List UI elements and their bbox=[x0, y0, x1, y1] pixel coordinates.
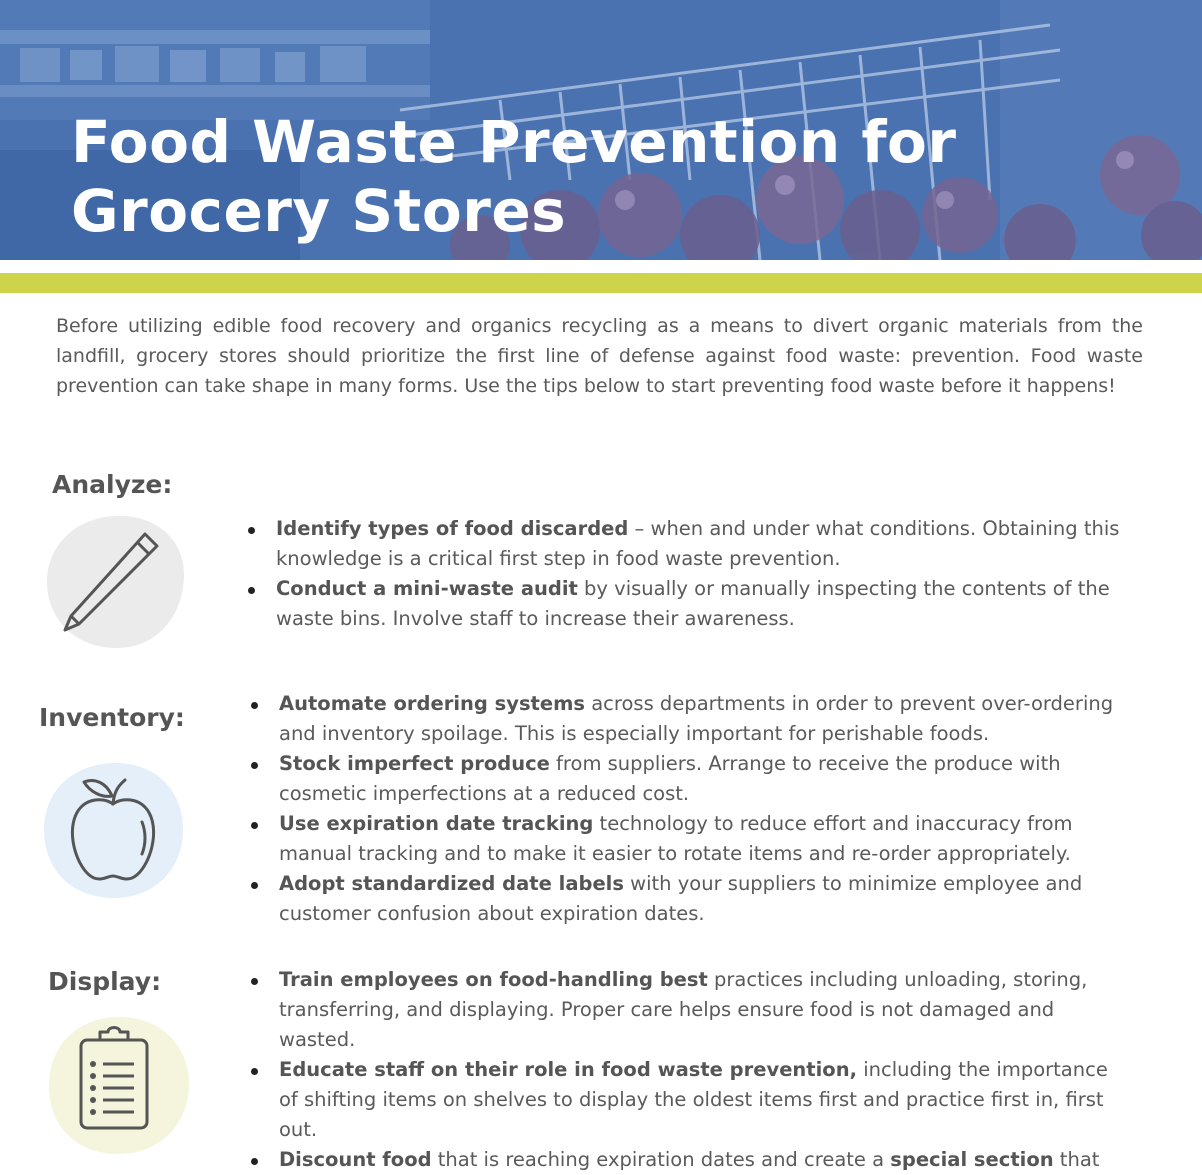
tip-text: practices including unloading, storing, transferring, and displaying. Proper care helps ensure food is not damaged and wasted. bbox=[279, 968, 1088, 1051]
tip-bold: Educate staff on their role in food waste prevention, bbox=[279, 1058, 857, 1081]
list-item bbox=[248, 965, 1128, 1055]
intro-paragraph: Before utilizing edible food recovery and organics recycling as a means to divert organic materials from the landfill, grocery stores should prioritize the first line of defense against food waste: prevention. Food waste prevention can take shape in many forms. Use the tips below to start preventing food waste before it happens! bbox=[56, 315, 1143, 397]
tip-text: including the importance of shifting items on shelves to display the oldest items first and practice first in, first out. bbox=[279, 1058, 1108, 1141]
apple-icon bbox=[42, 760, 186, 900]
title-line-1: Food Waste Prevention for bbox=[71, 108, 957, 176]
list-item bbox=[245, 514, 1145, 574]
hero-banner bbox=[0, 0, 1202, 260]
tip-text: – when and under what conditions. Obtaining this knowledge is a critical first step in food waste prevention. bbox=[276, 517, 1120, 570]
tip-bold: Discount food bbox=[279, 1148, 432, 1171]
list-item bbox=[248, 689, 1128, 749]
list-item bbox=[245, 574, 1145, 634]
page-title bbox=[71, 108, 957, 246]
tip-bold: Conduct a mini-waste audit bbox=[276, 577, 578, 600]
tip-text: across departments in order to prevent over-ordering and inventory spoilage. This is especially important for perishable foods. bbox=[279, 692, 1114, 745]
section-heading-analyze: Analyze: bbox=[52, 470, 173, 499]
title-line-2: Grocery Stores bbox=[71, 177, 567, 245]
section-heading-display: Display: bbox=[48, 967, 162, 996]
list-item bbox=[248, 809, 1128, 869]
tip-text-2: that bbox=[1053, 1148, 1100, 1171]
tip-text: technology to reduce effort and inaccuracy from manual tracking and to make it easier to rotate items and re-order appropriately. bbox=[279, 812, 1073, 865]
tip-bold: Adopt standardized date labels bbox=[279, 872, 624, 895]
list-item bbox=[248, 1145, 1128, 1175]
clipboard-icon bbox=[46, 1014, 191, 1156]
accent-bar bbox=[0, 273, 1202, 293]
tip-text: by visually or manually inspecting the contents of the waste bins. Involve staff to increase their awareness. bbox=[276, 577, 1110, 630]
tip-bold: Use expiration date tracking bbox=[279, 812, 594, 835]
tip-bold: Identify types of food discarded bbox=[276, 517, 629, 540]
tip-bold: Stock imperfect produce bbox=[279, 752, 550, 775]
tip-text: with your suppliers to minimize employee and customer confusion about expiration dates. bbox=[279, 872, 1083, 925]
tip-bold: Automate ordering systems bbox=[279, 692, 586, 715]
pencil-icon bbox=[45, 514, 187, 650]
tip-bold: Train employees on food-handling best bbox=[279, 968, 708, 991]
tip-text: from suppliers. Arrange to receive the produce with cosmetic imperfections at a reduced cost. bbox=[279, 752, 1061, 805]
tip-bold-2: special section bbox=[890, 1148, 1054, 1171]
inventory-tips-list bbox=[248, 689, 1128, 929]
list-item bbox=[248, 749, 1128, 809]
list-item bbox=[248, 1055, 1128, 1145]
analyze-tips-list bbox=[245, 514, 1145, 634]
tip-text: that is reaching expiration dates and create a bbox=[431, 1148, 891, 1171]
display-tips-list bbox=[248, 965, 1128, 1175]
list-item bbox=[248, 869, 1128, 929]
section-heading-inventory: Inventory: bbox=[39, 703, 185, 732]
